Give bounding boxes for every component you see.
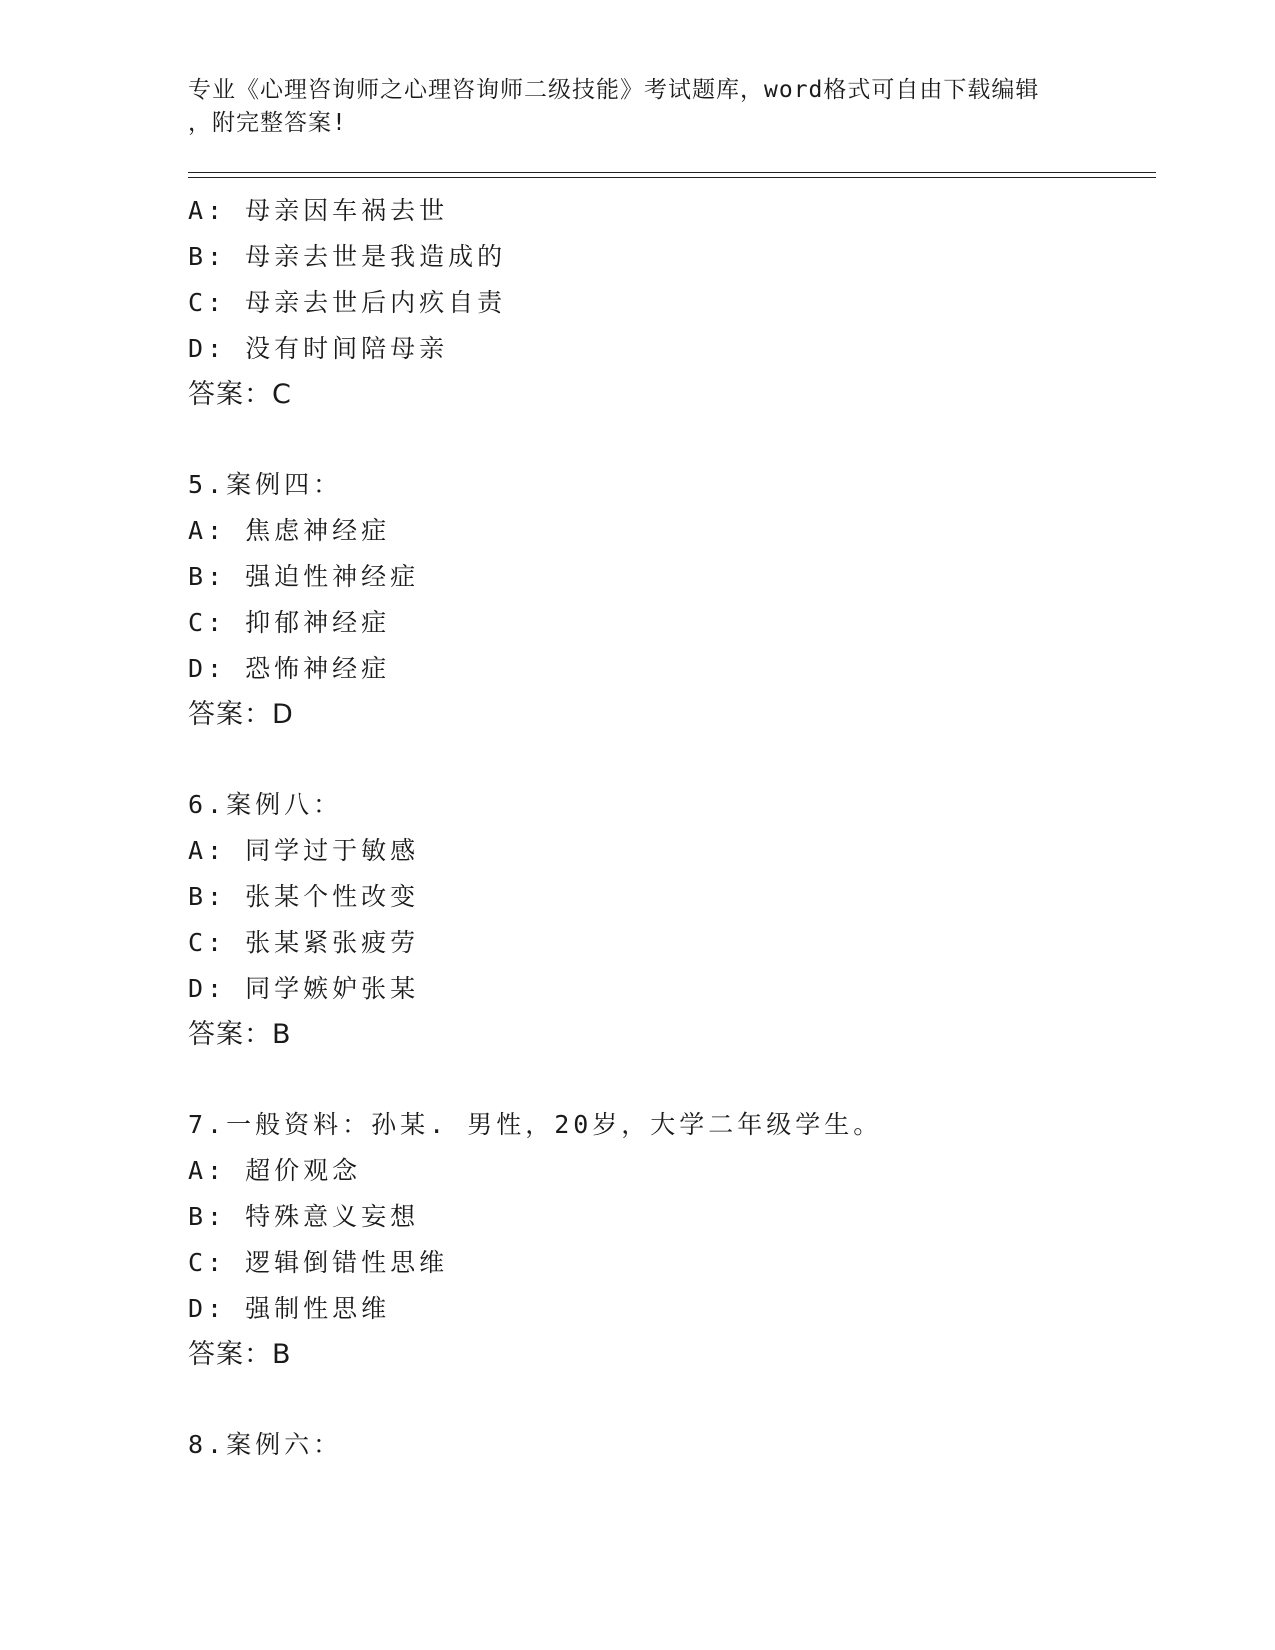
spacer bbox=[188, 418, 1148, 462]
option-d: D: 强制性思维 bbox=[188, 1294, 391, 1323]
option-b: B: 特殊意义妄想 bbox=[188, 1202, 420, 1231]
option-a: A: 焦虑神经症 bbox=[188, 516, 391, 545]
question-7 bbox=[188, 1102, 1148, 1378]
header-divider-bottom bbox=[188, 177, 1156, 178]
answer-line: 答案：B bbox=[188, 1019, 292, 1050]
answer-line: 答案：C bbox=[188, 379, 292, 410]
spacer bbox=[188, 1378, 1148, 1422]
answer-line: 答案：B bbox=[188, 1339, 292, 1370]
question-title: 5.案例四： bbox=[188, 470, 343, 499]
option-a: A: 同学过于敏感 bbox=[188, 836, 420, 865]
option-c: C: 张某紧张疲劳 bbox=[188, 928, 420, 957]
spacer bbox=[188, 738, 1148, 782]
header-line-1: 专业《心理咨询师之心理咨询师二级技能》考试题库，word格式可自由下载编辑 bbox=[188, 77, 1040, 103]
document-header bbox=[188, 74, 1088, 140]
question-6 bbox=[188, 782, 1148, 1058]
header-divider-top bbox=[188, 172, 1156, 173]
option-a: A: 超价观念 bbox=[188, 1156, 362, 1185]
header-line-2: ，附完整答案! bbox=[188, 110, 347, 136]
answer-line: 答案：D bbox=[188, 699, 294, 730]
question-list bbox=[188, 188, 1148, 1468]
question-5 bbox=[188, 462, 1148, 738]
question-title: 6.案例八： bbox=[188, 790, 343, 819]
option-c: C: 母亲去世后内疚自责 bbox=[188, 288, 507, 317]
question-title: 8.案例六： bbox=[188, 1430, 343, 1459]
option-d: D: 同学嫉妒张某 bbox=[188, 974, 420, 1003]
option-a: A: 母亲因车祸去世 bbox=[188, 196, 449, 225]
option-b: B: 强迫性神经症 bbox=[188, 562, 420, 591]
spacer bbox=[188, 1058, 1148, 1102]
question-block-continued bbox=[188, 188, 1148, 418]
option-d: D: 没有时间陪母亲 bbox=[188, 334, 449, 363]
option-c: C: 抑郁神经症 bbox=[188, 608, 391, 637]
option-b: B: 母亲去世是我造成的 bbox=[188, 242, 507, 271]
option-b: B: 张某个性改变 bbox=[188, 882, 420, 911]
option-d: D: 恐怖神经症 bbox=[188, 654, 391, 683]
question-8 bbox=[188, 1422, 1148, 1468]
question-title: 7.一般资料：孙某. 男性，20岁，大学二年级学生。 bbox=[188, 1110, 883, 1139]
option-c: C: 逻辑倒错性思维 bbox=[188, 1248, 449, 1277]
